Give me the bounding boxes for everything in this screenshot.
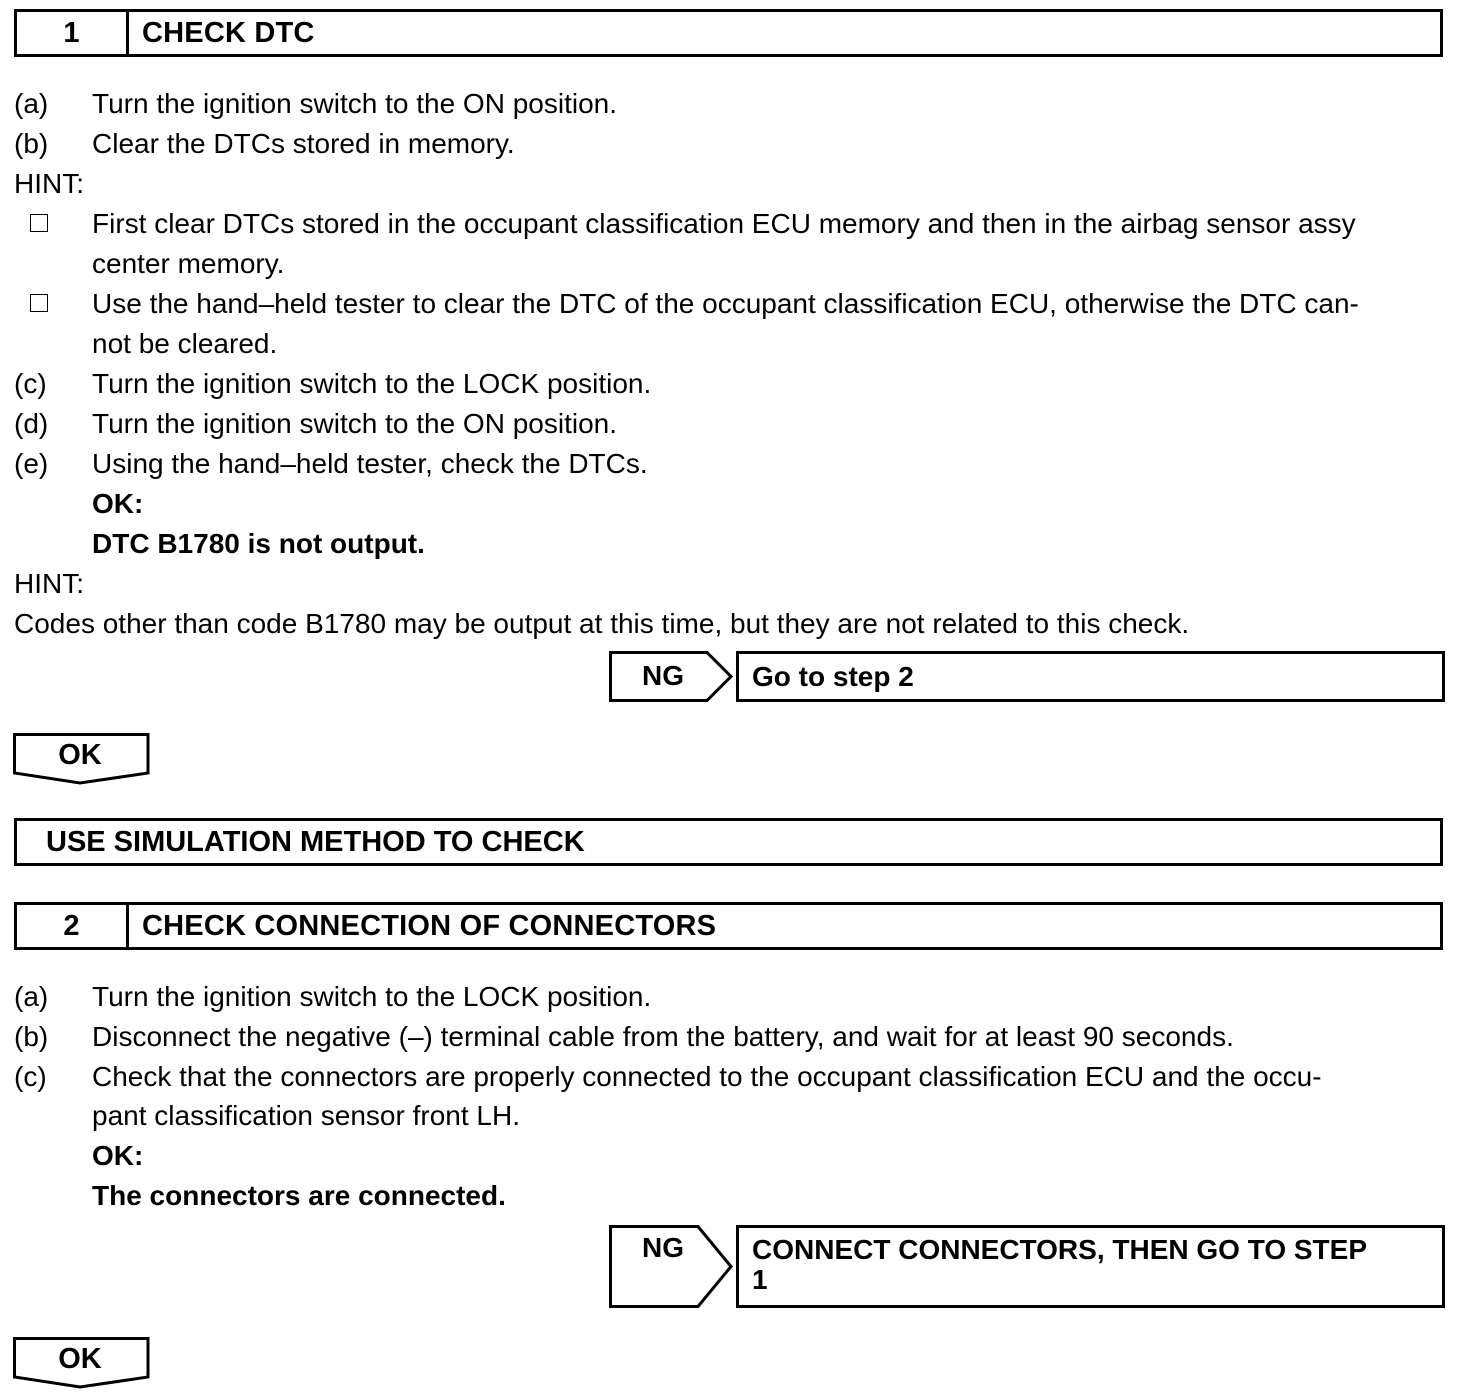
bullet-text: not be cleared. [92, 328, 278, 359]
item-label: (b) [14, 1021, 49, 1052]
step1-ng-arrow [609, 651, 733, 702]
checkbox-square-icon [30, 214, 48, 232]
ok-criteria-text: The connectors are connected. [92, 1180, 506, 1211]
item-text: Turn the ignition switch to the ON position. [92, 408, 617, 439]
item-text: Check that the connectors are properly connected to the occupant classification ECU and the occu- [92, 1061, 1322, 1092]
step2-ok-tab [13, 1337, 151, 1389]
item-text: Turn the ignition switch to the LOCK position. [92, 981, 652, 1012]
step1-header [14, 9, 1443, 57]
step1-ok-tab [13, 733, 151, 785]
hint-label: HINT: [14, 168, 84, 199]
ok-criteria-title: OK: [92, 488, 144, 519]
ng-label: NG [642, 1232, 684, 1263]
item-label: (a) [14, 981, 49, 1012]
ok-criteria-text: DTC B1780 is not output. [92, 528, 425, 559]
step2-ng-target [736, 1225, 1445, 1308]
item-text: pant classification sensor front LH. [92, 1100, 520, 1131]
bullet-text: First clear DTCs stored in the occupant classification ECU memory and then in the airbag sensor assy [92, 208, 1356, 239]
ng-target-text: Go to step 2 [752, 661, 914, 692]
simulation-method-box [14, 818, 1443, 866]
item-label: (a) [14, 88, 49, 119]
item-text: Clear the DTCs stored in memory. [92, 128, 515, 159]
bullet-text: Use the hand–held tester to clear the DTC of the occupant classification ECU, otherwise the DTC can- [92, 288, 1359, 319]
step1-number: 1 [17, 12, 129, 54]
ng-target-text: CONNECT CONNECTORS, THEN GO TO STEP [752, 1234, 1368, 1265]
simulation-text: USE SIMULATION METHOD TO CHECK [46, 825, 585, 858]
item-label: (e) [14, 448, 49, 479]
step2-number: 2 [17, 905, 129, 947]
item-label: (b) [14, 128, 49, 159]
step1-ng-target [736, 651, 1445, 702]
item-text: Turn the ignition switch to the ON position. [92, 88, 617, 119]
ng-label: NG [642, 660, 684, 691]
item-label: (c) [14, 368, 47, 399]
step2-ng-arrow [609, 1225, 733, 1308]
item-text: Disconnect the negative (–) terminal cable from the battery, and wait for at least 90 seconds. [92, 1021, 1234, 1052]
ok-label: OK [58, 1343, 102, 1375]
ng-target-text: 1 [752, 1264, 768, 1295]
hint-label: HINT: [14, 568, 84, 599]
item-label: (c) [14, 1061, 47, 1092]
item-label: (d) [14, 408, 49, 439]
hint-text: Codes other than code B1780 may be output at this time, but they are not related to this check. [14, 608, 1190, 639]
bullet-text: center memory. [92, 248, 285, 279]
step2-title: CHECK CONNECTION OF CONNECTORS [142, 909, 717, 942]
step2-header [14, 902, 1443, 950]
item-text: Turn the ignition switch to the LOCK position. [92, 368, 652, 399]
step1-title: CHECK DTC [142, 16, 315, 49]
ok-label: OK [58, 739, 102, 771]
item-text: Using the hand–held tester, check the DTCs. [92, 448, 648, 479]
ok-criteria-title: OK: [92, 1140, 144, 1171]
checkbox-square-icon [30, 294, 48, 312]
